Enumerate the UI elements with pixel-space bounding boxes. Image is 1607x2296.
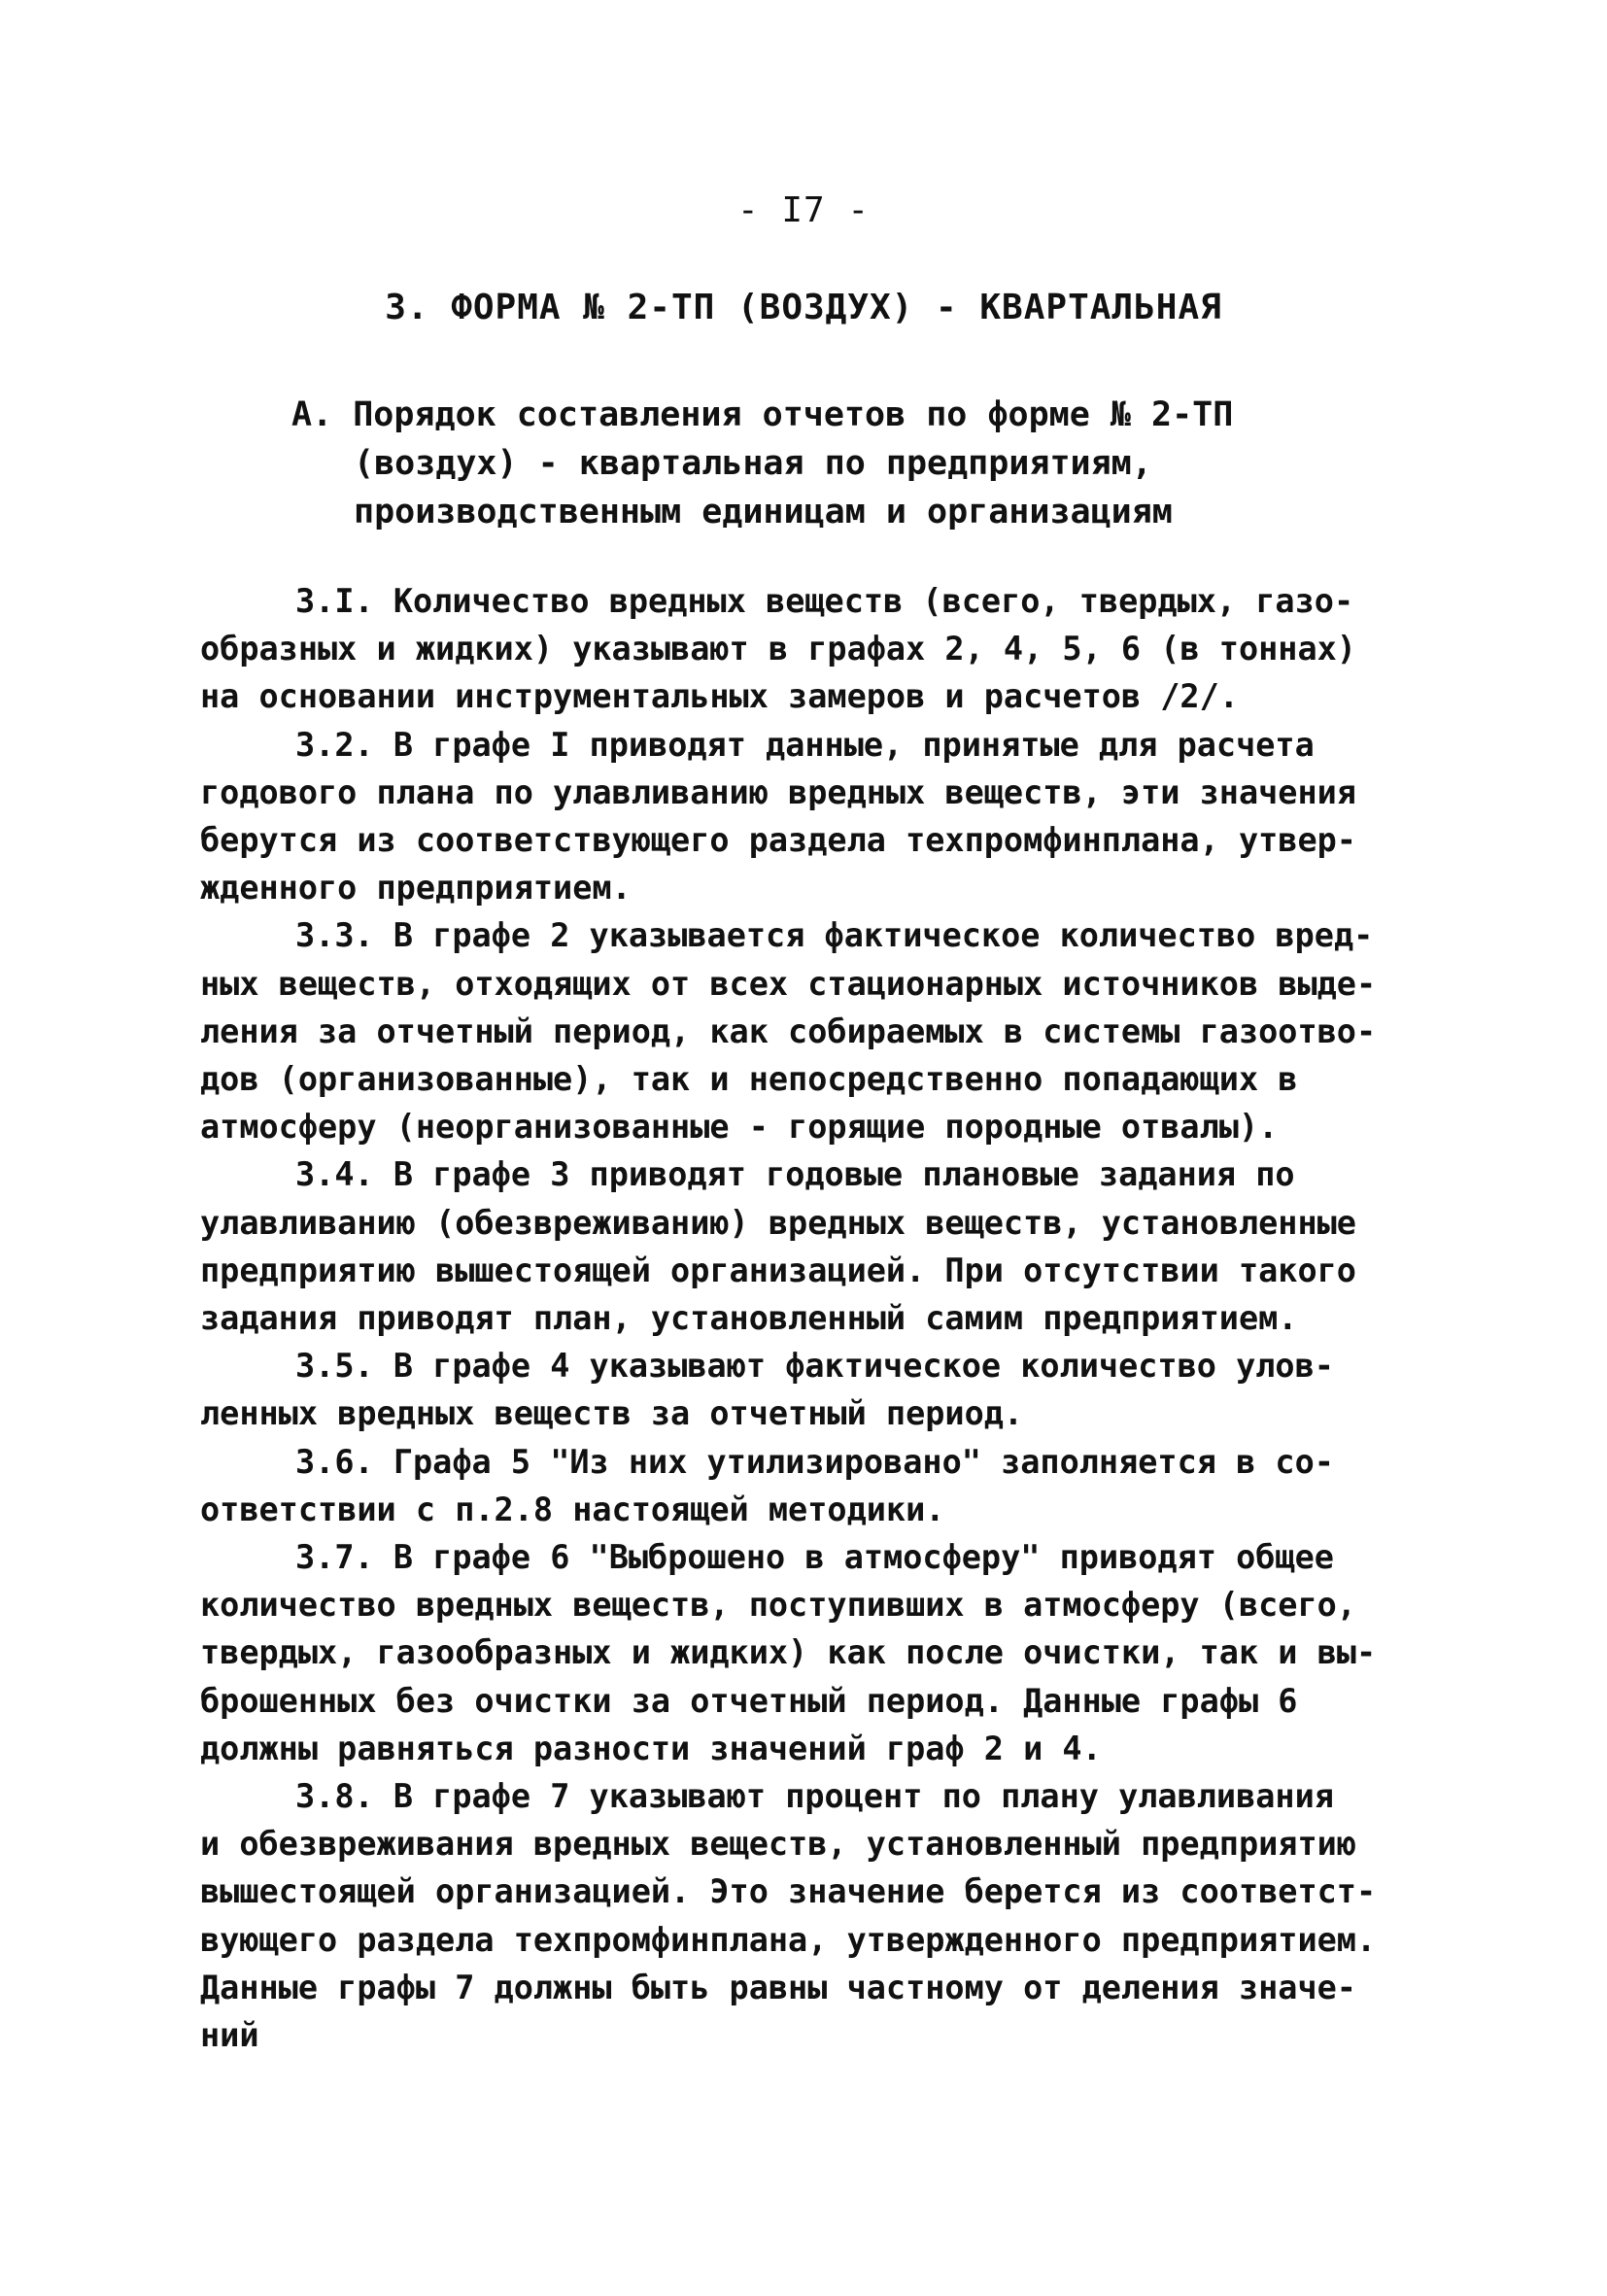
text-line: ответствии с п.2.8 настоящей методики. xyxy=(200,1490,945,1528)
subsection-line: (воздух) - квартальная по предприятиям, xyxy=(354,444,1152,483)
section-title: 3. ФОРМА № 2-ТП (ВОЗДУХ) - КВАРТАЛЬНАЯ xyxy=(385,288,1222,327)
text-line: ний xyxy=(200,2016,259,2055)
paragraph-3-2 xyxy=(200,721,1405,912)
text-line: 3.4. В графе 3 приводят годовые плановые задания по xyxy=(295,1155,1295,1194)
text-line: вышестоящей организацией. Это значение берется из соответст- xyxy=(200,1872,1377,1911)
text-line: атмосферу (неорганизованные - горящие породные отвалы). xyxy=(200,1108,1279,1147)
text-line: образных и жидких) указывают в графах 2, 4, 5, 6 (в тоннах) xyxy=(200,630,1356,668)
text-line: улавливанию (обезвреживанию) вредных веществ, установленные xyxy=(200,1203,1356,1242)
text-line: предприятию вышестоящей организацией. При отсутствии такого xyxy=(200,1251,1356,1289)
body-text xyxy=(200,577,1405,2059)
text-line: 3.5. В графе 4 указывают фактическое количество улов- xyxy=(295,1347,1334,1386)
text-line: годового плана по улавливанию вредных веществ, эти значения xyxy=(200,772,1356,811)
paragraph-3-4 xyxy=(200,1150,1405,1342)
text-line: Данные графы 7 должны быть равны частному от деления значе- xyxy=(200,1968,1356,2006)
text-line: брошенных без очистки за отчетный период. Данные графы 6 xyxy=(200,1681,1298,1720)
paragraph-3-1 xyxy=(200,577,1405,721)
paragraph-3-7 xyxy=(200,1533,1405,1772)
text-line: твердых, газообразных и жидких) как после очистки, так и вы- xyxy=(200,1633,1377,1672)
subsection-line: производственным единицам и организациям xyxy=(354,493,1173,531)
text-line: дов (организованные), так и непосредственно попадающих в xyxy=(200,1060,1298,1099)
text-line: ных веществ, отходящих от всех стационарных источников выде- xyxy=(200,964,1377,1003)
subsection-line: А. Порядок составления отчетов по форме № 2-ТП xyxy=(291,395,1234,434)
text-line: вующего раздела техпромфинплана, утвержденного предприятием. xyxy=(200,1920,1377,1959)
text-line: и обезвреживания вредных веществ, установленный предприятию xyxy=(200,1825,1356,1864)
text-line: 3.8. В графе 7 указывают процент по плану улавливания xyxy=(295,1777,1334,1816)
text-line: задания приводят план, установленный самим предприятием. xyxy=(200,1299,1298,1338)
paragraph-3-6 xyxy=(200,1438,1405,1533)
text-line: на основании инструментальных замеров и расчетов /2/. xyxy=(200,677,1239,716)
text-line: ленных вредных веществ за отчетный период. xyxy=(200,1394,1024,1433)
paragraph-3-3 xyxy=(200,911,1405,1150)
text-line: 3.6. Графа 5 "Из них утилизировано" заполняется в со- xyxy=(295,1442,1334,1481)
subsection-heading xyxy=(291,391,1457,536)
page-number: - I7 - xyxy=(736,190,871,230)
text-line: должны равняться разности значений граф 2 и 4. xyxy=(200,1729,1102,1767)
paragraph-3-5 xyxy=(200,1342,1405,1437)
text-line: 3.2. В графе I приводят данные, принятые для расчета xyxy=(295,725,1315,764)
text-line: 3.3. В графе 2 указывается фактическое количество вред- xyxy=(295,916,1374,955)
text-line: 3.I. Количество вредных веществ (всего, твердых, газо- xyxy=(295,582,1354,620)
text-line: жденного предприятием. xyxy=(200,869,632,908)
text-line: берутся из соответствующего раздела техпромфинплана, утвер- xyxy=(200,821,1356,860)
text-line: количество вредных веществ, поступивших в атмосферу (всего, xyxy=(200,1586,1356,1625)
paragraph-3-8 xyxy=(200,1772,1405,2059)
text-line: 3.7. В графе 6 "Выброшено в атмосферу" приводят общее xyxy=(295,1538,1334,1577)
text-line: ления за отчетный период, как собираемых в системы газоотво- xyxy=(200,1011,1377,1050)
